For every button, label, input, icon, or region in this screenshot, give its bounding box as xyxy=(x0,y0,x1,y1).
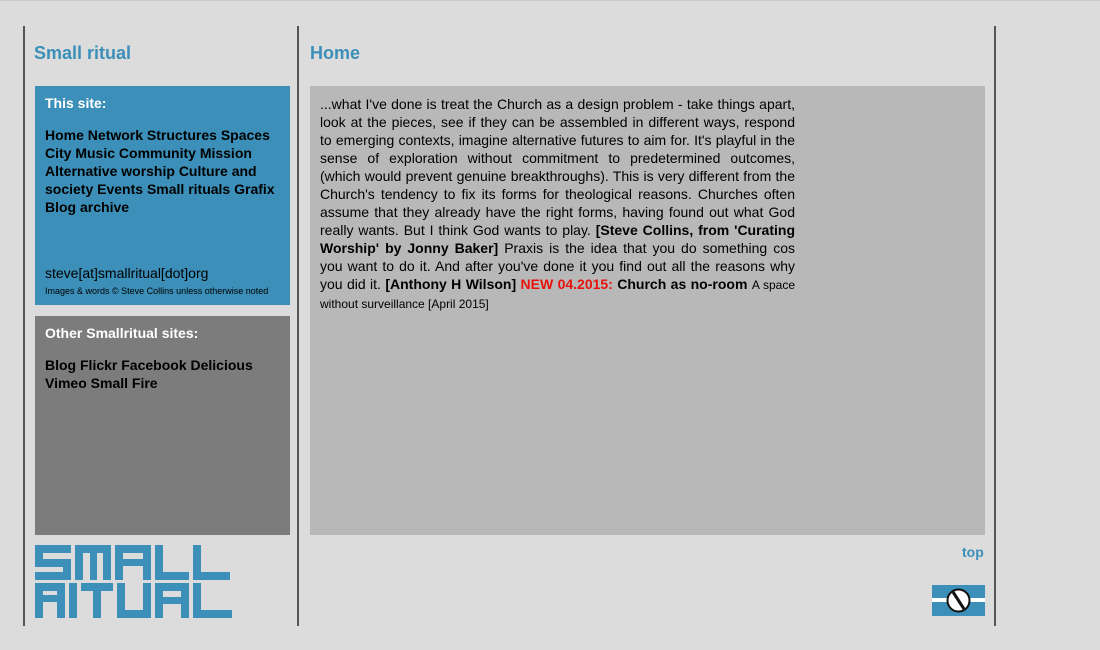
quote-collins: ...what I've done is treat the Church as a design problem - take things apart, look at the pieces, see if they can be assembled in different ways, respond to emerging contexts, imagine alternative futures to aim for. It's playful in the sense of exploration without commitment to predetermined outcomes, (which would prevent genuine breakthroughs). This is very different from the Church's tendency to fix its forms for theological reasons. Churches often assume that they already have the right forms, having found out what God really wants. But I think God wants to play. xyxy=(320,96,795,238)
nav-link-network[interactable]: Network xyxy=(87,127,144,143)
small-ritual-logo[interactable] xyxy=(35,545,232,618)
copyright-notice: Images & words © Steve Collins unless otherwise noted xyxy=(45,286,269,296)
this-site-heading: This site: xyxy=(45,95,107,111)
intro-text xyxy=(320,95,795,313)
nav-link-music[interactable]: Music xyxy=(75,145,116,161)
quote-wilson: Praxis is the idea that you do something cos you want to do it. And after you've done it you find out all the reasons why you did it. xyxy=(320,240,795,292)
nav-link-spaces[interactable]: Spaces xyxy=(220,127,270,143)
other-sites-panel xyxy=(35,316,290,535)
other-link-facebook[interactable]: Facebook xyxy=(121,357,187,373)
other-link-blog[interactable]: Blog xyxy=(45,357,77,373)
site-title-link[interactable]: Small ritual xyxy=(34,43,132,63)
nav-link-home[interactable]: Home xyxy=(45,127,84,143)
nav-link-community[interactable]: Community xyxy=(118,145,196,161)
other-link-delicious[interactable]: Delicious xyxy=(190,357,253,373)
left-rule xyxy=(23,26,25,626)
nav-link-mission[interactable]: Mission xyxy=(199,145,252,161)
page-title: Home xyxy=(310,43,361,63)
site-nav xyxy=(45,126,280,216)
attribution-collins: [Steve Collins, from 'Curating Worship' by Jonny Baker] xyxy=(320,222,795,256)
attribution-wilson: [Anthony H Wilson] xyxy=(385,276,517,292)
other-link-vimeo[interactable]: Vimeo xyxy=(45,375,87,391)
nav-link-grafix[interactable]: Grafix xyxy=(234,181,275,197)
nav-link-culture-and-society[interactable]: Culture and society xyxy=(45,163,257,197)
middle-rule xyxy=(297,26,299,626)
other-sites-nav xyxy=(45,356,280,392)
nav-link-alternative-worship[interactable]: Alternative worship xyxy=(45,163,175,179)
no-surveillance-badge-icon[interactable] xyxy=(932,585,985,616)
content-panel xyxy=(310,86,985,535)
nav-link-structures[interactable]: Structures xyxy=(146,127,217,143)
other-link-small-fire[interactable]: Small Fire xyxy=(90,375,158,391)
top-border xyxy=(0,0,1100,1)
new-label: NEW 04.2015: xyxy=(520,276,613,292)
feature-description: A space without surveillance [April 2015] xyxy=(320,278,796,311)
right-rule xyxy=(994,26,996,626)
nav-link-events[interactable]: Events xyxy=(97,181,144,197)
this-site-panel xyxy=(35,86,290,305)
other-link-flickr[interactable]: Flickr xyxy=(80,357,118,373)
back-to-top-link[interactable]: top xyxy=(962,544,984,560)
other-sites-heading: Other Smallritual sites: xyxy=(45,325,199,341)
nav-link-city[interactable]: City xyxy=(45,145,72,161)
feature-link-church-as-no-room[interactable]: Church as no-room xyxy=(617,276,748,292)
nav-link-small-rituals[interactable]: Small rituals xyxy=(146,181,231,197)
nav-link-blog-archive[interactable]: Blog archive xyxy=(45,199,130,215)
contact-email: steve[at]smallritual[dot]org xyxy=(45,265,209,281)
